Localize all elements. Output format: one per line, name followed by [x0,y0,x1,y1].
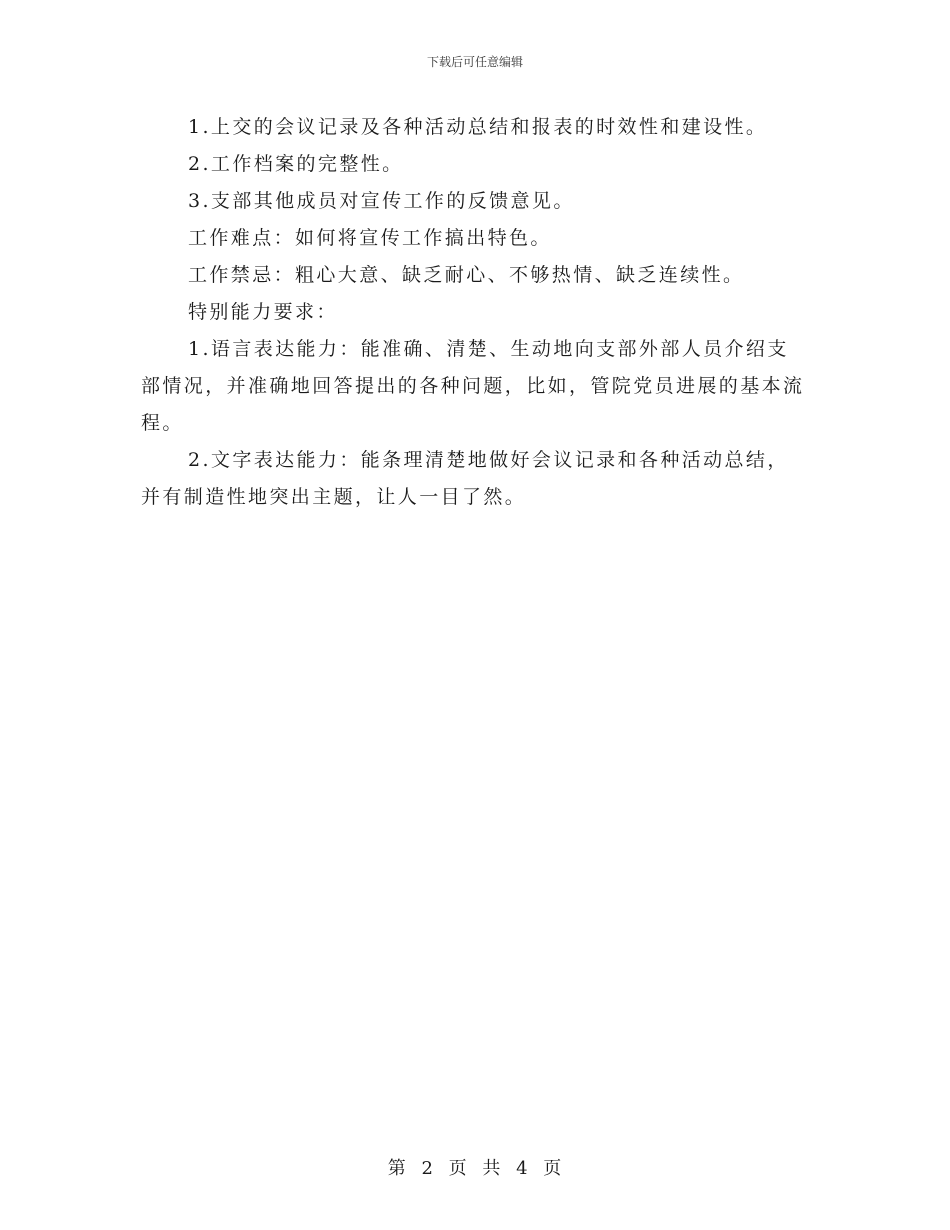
footer-total-pages: 4 [516,1158,529,1179]
paragraph-taboos: 工作禁忌：粗心大意、缺乏耐心、不够热情、缺乏连续性。 [188,264,745,286]
paragraph-item-3: 3.支部其他成员对宣传工作的反馈意见。 [188,190,575,212]
footer-label-ye: 页 [448,1158,468,1179]
page-header: 下载后可任意编辑 [426,55,523,69]
footer-label-page: 第 [387,1158,407,1179]
paragraph-difficulty: 工作难点：如何将宣传工作搞出特色。 [188,227,552,249]
paragraph-special-skills-heading: 特别能力要求： [188,301,338,323]
paragraph-language-skill: 1.语言表达能力：能准确、清楚、生动地向支部外部人员介绍支部情况，并准确地回答提出的各种问题，比如，管院党员进展的基本流程。 [141,338,805,434]
footer-label-total: 共 [482,1158,502,1179]
document-body [141,109,807,516]
page-footer [0,1154,950,1180]
paragraph-item-2: 2.工作档案的完整性。 [188,153,404,175]
footer-label-ye-2: 页 [543,1158,563,1179]
paragraph-item-1: 1.上交的会议记录及各种活动总结和报表的时效性和建设性。 [188,116,768,138]
paragraph-writing-skill: 2.文字表达能力：能条理清楚地做好会议记录和各种活动总结，并有制造性地突出主题，让人一目了然。 [141,449,789,508]
footer-current-page: 2 [421,1158,434,1179]
